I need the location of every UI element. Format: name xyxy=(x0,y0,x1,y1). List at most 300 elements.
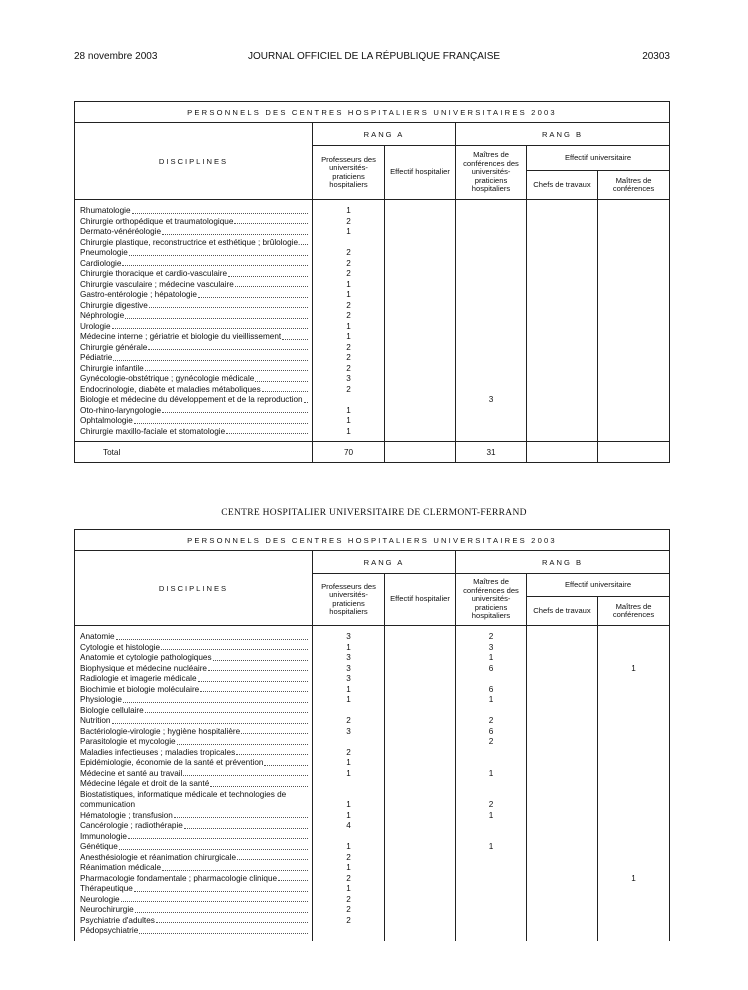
discipline-row xyxy=(80,758,308,769)
cell-value xyxy=(598,884,669,895)
cell-value: 2 xyxy=(346,852,351,862)
discipline-row xyxy=(80,385,308,396)
discipline-name: Chirurgie plastique, reconstructrice et esthétique ; brûlologie. xyxy=(80,237,301,247)
cell-value xyxy=(456,427,526,438)
dot-leader xyxy=(183,769,308,777)
discipline-row xyxy=(80,416,308,427)
dot-leader xyxy=(134,884,308,892)
cell-value xyxy=(598,737,669,748)
cell-value xyxy=(456,332,526,343)
discipline-row xyxy=(80,643,308,654)
cell-value xyxy=(598,790,669,811)
cell-value: 2 xyxy=(346,269,351,278)
professeurs-values xyxy=(313,200,385,442)
discipline-name: Cardiologie xyxy=(80,258,122,268)
dot-leader xyxy=(121,895,308,903)
cell-value xyxy=(598,916,669,927)
discipline-row xyxy=(80,811,308,822)
discipline-name: Urologie xyxy=(80,321,111,331)
col-chefs-travaux: Chefs de travaux xyxy=(527,171,598,200)
maitres-conf-ph-values xyxy=(456,200,527,442)
rang-a-header: RANG A xyxy=(313,551,456,574)
discipline-row xyxy=(80,821,308,832)
cell-value: 1 xyxy=(346,684,351,694)
dot-leader xyxy=(116,632,308,640)
col-maitres-conferences: Maîtres de conférences xyxy=(598,171,670,200)
cell-value xyxy=(456,706,526,717)
cell-value: 2 xyxy=(346,716,351,725)
cell-value: 1 xyxy=(488,810,494,820)
cell-value xyxy=(456,416,526,427)
cell-value xyxy=(456,832,526,843)
discipline-name: Neurologie xyxy=(80,894,120,904)
cell-value xyxy=(456,884,526,895)
discipline-name: Chirurgie thoracique et cardio-vasculaire xyxy=(80,269,227,278)
cell-value: 3 xyxy=(488,395,494,404)
dot-leader xyxy=(148,343,308,351)
col-effectif-hospitalier: Effectif hospitalier xyxy=(385,146,456,200)
col-chefs-travaux: Chefs de travaux xyxy=(527,597,598,626)
effectif-hospitalier-values xyxy=(385,200,456,442)
professeurs-values xyxy=(313,626,385,941)
cell-value: 2 xyxy=(346,311,351,320)
discipline-row xyxy=(80,653,308,664)
cell-value xyxy=(456,748,526,759)
rang-b-header: RANG B xyxy=(456,123,670,146)
discipline-row xyxy=(80,779,308,790)
discipline-row xyxy=(80,853,308,864)
cell-value: 1 xyxy=(488,653,494,662)
cell-value: 2 xyxy=(346,258,351,268)
discipline-name: Cancérologie ; radiothérapie xyxy=(80,821,183,830)
cell-value: 2 xyxy=(346,894,351,904)
dot-leader xyxy=(184,821,308,829)
discipline-name: Ophtalmologie xyxy=(80,416,133,425)
cell-value xyxy=(456,905,526,916)
discipline-name: Biochimie et biologie moléculaire xyxy=(80,684,200,694)
cell-value xyxy=(456,280,526,291)
discipline-name: Dermato-vénéréologie xyxy=(80,227,162,236)
cell-value xyxy=(456,248,526,259)
discipline-name: Neurochirurgie xyxy=(80,905,134,914)
discipline-row xyxy=(80,863,308,874)
cell-value xyxy=(598,674,669,685)
total-maitres-conf-ph: 31 xyxy=(456,442,527,463)
total-effectif-hospitalier xyxy=(385,442,456,463)
discipline-row xyxy=(80,206,308,217)
discipline-name: Chirurgie vasculaire ; médecine vasculaire xyxy=(80,279,234,289)
dot-leader xyxy=(198,674,308,682)
discipline-name: Cytologie et histologie xyxy=(80,642,161,652)
discipline-row xyxy=(80,406,308,417)
discipline-row xyxy=(80,769,308,780)
discipline-row xyxy=(80,332,308,343)
cell-value xyxy=(313,238,384,249)
dot-leader xyxy=(112,716,309,724)
cell-value: 2 xyxy=(346,747,351,757)
cell-value xyxy=(598,748,669,759)
discipline-row xyxy=(80,685,308,696)
col-disciplines: DISCIPLINES xyxy=(75,123,313,200)
cell-value: 1 xyxy=(631,873,636,883)
effectif-hospitalier-values xyxy=(385,626,456,941)
discipline-row xyxy=(80,884,308,895)
dot-leader xyxy=(162,406,308,414)
discipline-name: Médecine interne ; gériatrie et biologie du vieillissement xyxy=(80,332,282,341)
discipline-name: Endocrinologie, diabète et maladies métaboliques xyxy=(80,384,261,394)
cell-value xyxy=(456,779,526,790)
dot-leader xyxy=(112,322,309,330)
cell-value: 1 xyxy=(346,842,351,851)
cell-value xyxy=(456,301,526,312)
discipline-row xyxy=(80,895,308,906)
cell-value xyxy=(598,905,669,916)
discipline-row xyxy=(80,632,308,643)
discipline-name: Génétique xyxy=(80,842,118,851)
header-date: 28 novembre 2003 xyxy=(74,51,158,62)
header-journal-title: JOURNAL OFFICIEL DE LA RÉPUBLIQUE FRANÇAISE xyxy=(247,51,501,62)
dot-leader xyxy=(237,853,308,861)
discipline-name: Biophysique et médecine nucléaire xyxy=(80,663,207,673)
cell-value: 1 xyxy=(346,416,351,425)
discipline-row xyxy=(80,238,308,249)
dot-leader xyxy=(241,727,308,735)
cell-value xyxy=(313,926,384,937)
total-maitres-conferences xyxy=(598,442,670,463)
discipline-row xyxy=(80,227,308,238)
discipline-name: Parasitologie et mycologie xyxy=(80,737,176,746)
col-effectif-hospitalier: Effectif hospitalier xyxy=(385,574,456,626)
cell-value xyxy=(313,832,384,843)
dot-leader xyxy=(264,758,308,766)
cell-value: 2 xyxy=(488,800,494,809)
discipline-name: Médecine et santé au travail xyxy=(80,768,183,778)
dot-leader xyxy=(156,916,308,924)
cell-value xyxy=(456,863,526,874)
cell-value xyxy=(456,217,526,228)
cell-value: 2 xyxy=(346,905,351,914)
dot-leader xyxy=(198,290,308,298)
cell-value xyxy=(598,695,669,706)
discipline-row xyxy=(80,353,308,364)
cell-value xyxy=(598,895,669,906)
cell-value xyxy=(313,706,384,717)
dot-leader xyxy=(304,395,308,403)
dot-leader xyxy=(135,905,308,913)
col-maitres-conferences: Maîtres de conférences xyxy=(598,597,670,626)
rang-b-header: RANG B xyxy=(456,551,670,574)
cell-value: 2 xyxy=(346,384,351,394)
cell-value: 3 xyxy=(346,663,351,673)
maitres-conf-ph-values xyxy=(456,626,527,941)
discipline-row xyxy=(80,664,308,675)
cell-value: 1 xyxy=(346,758,351,767)
cell-value: 2 xyxy=(346,363,351,373)
cell-value xyxy=(598,926,669,937)
dot-leader xyxy=(226,427,308,435)
discipline-name: Chirurgie digestive xyxy=(80,300,148,310)
discipline-row xyxy=(80,706,308,717)
section-title: CENTRE HOSPITALIER UNIVERSITAIRE DE CLERMONT-FERRAND xyxy=(221,508,527,518)
chefs-travaux-values xyxy=(527,626,598,941)
cell-value: 1 xyxy=(631,663,636,673)
cell-value xyxy=(456,895,526,906)
discipline-row xyxy=(80,427,308,438)
discipline-name: Physiologie xyxy=(80,695,122,704)
dot-leader xyxy=(210,779,308,787)
discipline-name: Rhumatologie xyxy=(80,206,131,215)
cell-value xyxy=(598,706,669,717)
cell-value: 2 xyxy=(346,300,351,310)
discipline-name: Hématologie ; transfusion xyxy=(80,810,173,820)
discipline-row xyxy=(80,842,308,853)
dot-leader xyxy=(200,685,308,693)
dot-leader xyxy=(123,695,308,703)
dot-leader xyxy=(278,874,308,882)
cell-value: 6 xyxy=(488,684,494,694)
disciplines-list xyxy=(75,200,313,442)
discipline-row xyxy=(80,395,308,406)
cell-value xyxy=(456,758,526,769)
dot-leader xyxy=(235,280,308,288)
discipline-row xyxy=(80,674,308,685)
discipline-row xyxy=(80,280,308,291)
col-professeurs: Professeurs des universités- praticiens hospitaliers xyxy=(313,146,385,200)
cell-value xyxy=(456,290,526,301)
total-chefs-travaux xyxy=(527,442,598,463)
discipline-name: Anatomie xyxy=(80,632,115,641)
cell-value: 2 xyxy=(488,737,494,746)
cell-value: 2 xyxy=(346,353,351,362)
discipline-name: Epidémiologie, économie de la santé et prévention xyxy=(80,758,264,767)
discipline-name: Nutrition xyxy=(80,716,111,725)
cell-value: 1 xyxy=(488,768,494,778)
total-label: Total xyxy=(75,442,313,463)
cell-value: 1 xyxy=(346,695,351,704)
discipline-name: Néphrologie xyxy=(80,311,125,320)
discipline-name: Pédiatrie xyxy=(80,353,113,362)
discipline-name: Chirurgie infantile xyxy=(80,363,144,373)
discipline-name: Pneumologie xyxy=(80,248,128,257)
cell-value xyxy=(598,853,669,864)
cell-value: 1 xyxy=(346,884,351,893)
cell-value: 1 xyxy=(488,842,494,851)
dot-leader xyxy=(213,653,308,661)
cell-value: 3 xyxy=(346,674,351,683)
discipline-name: Bactériologie-virologie ; hygiène hospitalière xyxy=(80,726,241,736)
dot-leader xyxy=(282,332,308,340)
cell-value xyxy=(313,779,384,790)
maitres-conferences-values xyxy=(598,200,670,442)
cell-value: 2 xyxy=(346,342,351,352)
cell-value: 1 xyxy=(346,290,351,299)
cell-value: 2 xyxy=(488,632,494,641)
cell-value xyxy=(456,227,526,238)
discipline-row xyxy=(80,301,308,312)
cell-value xyxy=(456,374,526,385)
cell-value: 2 xyxy=(346,873,351,883)
cell-value xyxy=(456,926,526,937)
cell-value: 1 xyxy=(346,863,351,872)
cell-value xyxy=(456,269,526,280)
discipline-name: Réanimation médicale xyxy=(80,863,162,872)
dot-leader xyxy=(161,643,308,651)
cell-value xyxy=(598,863,669,874)
discipline-name: Biostatistiques, informatique médicale et technologies de communication xyxy=(80,789,287,809)
cell-value: 2 xyxy=(346,216,351,226)
dot-leader xyxy=(145,706,308,714)
cell-value: 3 xyxy=(346,726,351,736)
discipline-name: Chirurgie orthopédique et traumatologique xyxy=(80,216,234,226)
cell-value xyxy=(456,674,526,685)
cell-value xyxy=(456,385,526,396)
cell-value: 1 xyxy=(346,642,351,652)
dot-leader xyxy=(177,737,308,745)
header-page-number: 20303 xyxy=(642,51,670,62)
discipline-row xyxy=(80,748,308,759)
col-effectif-universitaire: Effectif universitaire xyxy=(527,146,670,171)
dot-leader xyxy=(128,832,308,840)
maitres-conferences-values xyxy=(598,626,670,941)
dot-leader xyxy=(174,811,308,819)
discipline-row xyxy=(80,343,308,354)
discipline-row xyxy=(80,926,308,937)
discipline-name: Biologie cellulaire xyxy=(80,705,144,715)
cell-value xyxy=(456,874,526,885)
discipline-row xyxy=(80,695,308,706)
discipline-row xyxy=(80,716,308,727)
discipline-name: Pédopsychiatrie xyxy=(80,926,139,935)
cell-value: 6 xyxy=(488,663,494,673)
discipline-name: Biologie et médecine du développement et de la reproduction xyxy=(80,395,303,404)
col-professeurs: Professeurs des universités- praticiens hospitaliers xyxy=(313,574,385,626)
chefs-travaux-values xyxy=(527,200,598,442)
cell-value xyxy=(598,632,669,643)
discipline-row xyxy=(80,874,308,885)
cell-value: 4 xyxy=(346,821,351,830)
dot-leader xyxy=(132,206,308,214)
cell-value: 1 xyxy=(346,332,351,341)
discipline-name: Chirurgie générale xyxy=(80,342,148,352)
cell-value: 2 xyxy=(488,716,494,725)
table-title: PERSONNELS DES CENTRES HOSPITALIERS UNIVERSITAIRES 2003 xyxy=(75,102,670,123)
discipline-name: Immunologie xyxy=(80,831,127,841)
discipline-name: Gynécologie-obstétrique ; gynécologie médicale xyxy=(80,374,255,383)
cell-value: 1 xyxy=(346,426,351,436)
cell-value: 6 xyxy=(488,726,494,736)
discipline-row xyxy=(80,727,308,738)
cell-value xyxy=(456,853,526,864)
discipline-row xyxy=(80,248,308,259)
dot-leader xyxy=(255,374,308,382)
dot-leader xyxy=(208,664,308,672)
cell-value: 1 xyxy=(346,800,351,809)
dot-leader xyxy=(129,248,308,256)
cell-value xyxy=(456,311,526,322)
discipline-row xyxy=(80,790,308,811)
dot-leader xyxy=(122,259,308,267)
cell-value xyxy=(598,842,669,853)
discipline-name: Psychiatrie d'adultes xyxy=(80,915,155,925)
dot-leader xyxy=(262,385,308,393)
dot-leader xyxy=(113,353,308,361)
discipline-row xyxy=(80,374,308,385)
discipline-name: Pharmacologie fondamentale ; pharmacologie clinique xyxy=(80,873,278,883)
discipline-name: Chirurgie maxillo-faciale et stomatologie xyxy=(80,426,226,436)
cell-value xyxy=(598,832,669,843)
discipline-row xyxy=(80,269,308,280)
cell-value xyxy=(456,322,526,333)
col-disciplines: DISCIPLINES xyxy=(75,551,313,626)
discipline-name: Anesthésiologie et réanimation chirurgicale xyxy=(80,852,237,862)
discipline-name: Radiologie et imagerie médicale xyxy=(80,674,197,683)
cell-value xyxy=(456,353,526,364)
cell-value xyxy=(598,643,669,654)
cell-value: 1 xyxy=(346,405,351,415)
discipline-name: Maladies infectieuses ; maladies tropicales xyxy=(80,747,236,757)
discipline-row xyxy=(80,290,308,301)
discipline-name: Thérapeutique xyxy=(80,884,133,893)
discipline-row xyxy=(80,916,308,927)
cell-value: 1 xyxy=(346,227,351,236)
cell-value: 1 xyxy=(488,695,494,704)
cell-value: 3 xyxy=(346,653,351,662)
col-maitres-conf-ph: Maîtres de conférences des universités- praticiens hospitaliers xyxy=(456,146,527,200)
cell-value: 3 xyxy=(346,632,351,641)
cell-value xyxy=(456,406,526,417)
dot-leader xyxy=(236,748,308,756)
discipline-row xyxy=(80,905,308,916)
cell-value: 2 xyxy=(346,248,351,257)
discipline-name: Médecine légale et droit de la santé xyxy=(80,779,210,788)
dot-leader xyxy=(234,217,308,225)
dot-leader xyxy=(119,842,308,850)
cell-value: 1 xyxy=(346,279,351,289)
dot-leader xyxy=(228,269,308,277)
cell-value: 3 xyxy=(488,642,494,652)
cell-value xyxy=(456,238,526,249)
cell-value: 1 xyxy=(346,810,351,820)
cell-value xyxy=(456,343,526,354)
cell-value xyxy=(598,779,669,790)
cell-value xyxy=(598,821,669,832)
cell-value xyxy=(456,206,526,217)
dot-leader xyxy=(134,416,308,424)
cell-value xyxy=(598,727,669,738)
cell-value xyxy=(456,364,526,375)
cell-value xyxy=(598,716,669,727)
discipline-row xyxy=(80,322,308,333)
dot-leader xyxy=(162,227,308,235)
table-chu-clermont-ferrand xyxy=(74,529,670,941)
discipline-row xyxy=(80,832,308,843)
cell-value xyxy=(456,821,526,832)
discipline-name: Oto-rhino-laryngologie xyxy=(80,405,162,415)
dot-leader xyxy=(162,863,308,871)
dot-leader xyxy=(149,301,308,309)
cell-value xyxy=(598,653,669,664)
cell-value xyxy=(598,685,669,696)
discipline-row xyxy=(80,737,308,748)
rang-a-header: RANG A xyxy=(313,123,456,146)
cell-value xyxy=(313,737,384,748)
cell-value xyxy=(598,758,669,769)
discipline-row xyxy=(80,259,308,270)
cell-value xyxy=(456,916,526,927)
cell-value: 1 xyxy=(346,321,351,331)
total-professeurs: 70 xyxy=(313,442,385,463)
cell-value xyxy=(598,811,669,822)
